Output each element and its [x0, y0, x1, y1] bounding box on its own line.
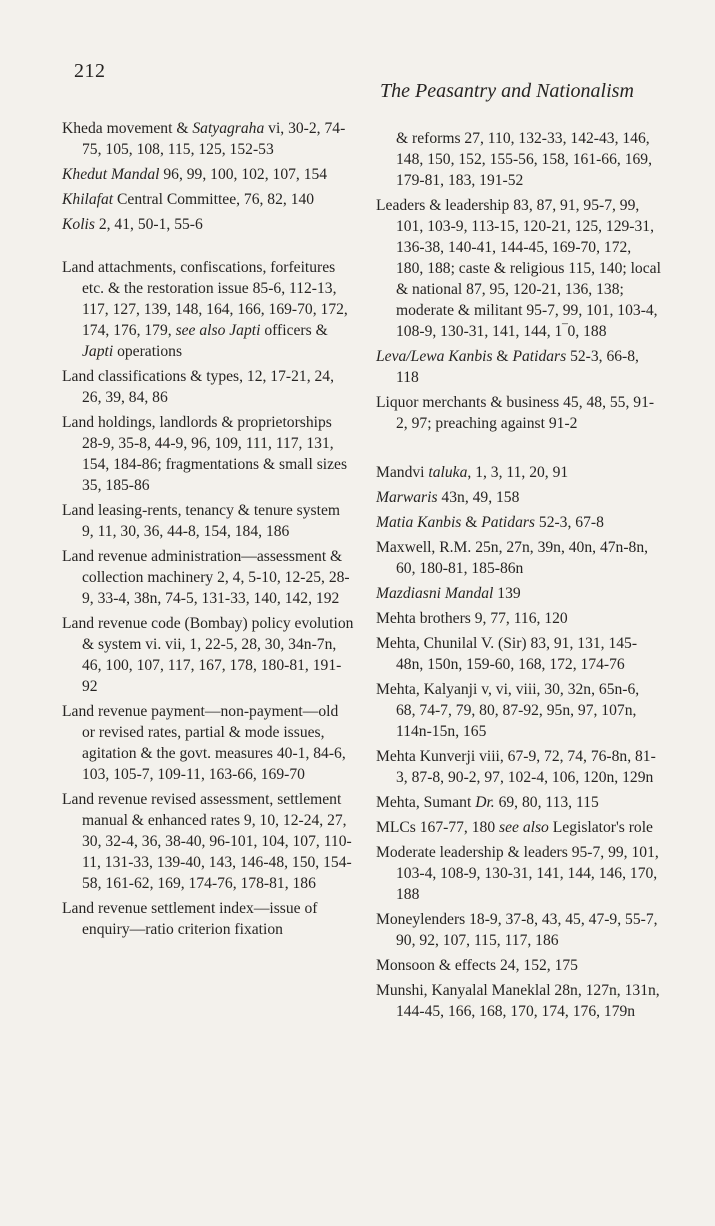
- index-entry-kheda: Kheda movement & Satyagraha vi, 30-2, 74-75, 105, 108, 115, 125, 152-53: [62, 120, 346, 158]
- index-entry-marwaris: Marwaris 43n, 49, 158: [376, 489, 520, 506]
- index-entry-continuation: & reforms 27, 110, 132-33, 142-43, 146, 148, 150, 152, 155-56, 158, 161-66, 169, 179-81, 183, 191-52: [396, 130, 652, 189]
- index-entry-khedut-mandal: Khedut Mandal 96, 99, 100, 102, 107, 154: [62, 166, 328, 183]
- index-entry-moderate-leadership: Moderate leadership & leaders 95-7, 99, 101, 103-4, 108-9, 130-31, 141, 144, 146, 170, 188: [376, 844, 659, 903]
- index-entry-mehta-sumant: Mehta, Sumant Dr. 69, 80, 113, 115: [376, 794, 599, 811]
- index-entry-mazdiasni-mandal: Mazdiasni Mandal 139: [376, 585, 521, 602]
- index-entry-monsoon: Monsoon & effects 24, 152, 175: [376, 957, 578, 974]
- index-entry-leaders: Leaders & leadership 83, 87, 91, 95-7, 99, 101, 103-9, 113-15, 120-21, 125, 129-31, 136-38, 140-41, 144-45, 169-70, 172, 180, 188; caste & religious 115, 140; local & national 87, 95, 120-21, 136, 138; moderate & militant 95-7, 99, 101, 103-4, 108-9, 130-31, 141, 144, 1‾0, 188: [376, 197, 661, 340]
- index-entry-munshi: Munshi, Kanyalal Maneklal 28n, 127n, 131n, 144-45, 166, 168, 170, 174, 176, 179n: [376, 982, 660, 1020]
- index-entry-mehta-kalyanji: Mehta, Kalyanji v, vi, viii, 30, 32n, 65n-6, 68, 74-7, 79, 80, 87-92, 95n, 97, 107n, 114n-15n, 165: [376, 681, 640, 740]
- index-entry-maxwell: Maxwell, R.M. 25n, 27n, 39n, 40n, 47n-8n, 60, 180-81, 185-86n: [376, 539, 649, 577]
- index-column-right: [376, 128, 662, 1026]
- index-entry-mehta-brothers: Mehta brothers 9, 77, 116, 120: [376, 610, 568, 627]
- index-entry-land-revenue-code: Land revenue code (Bombay) policy evolution & system vi. vii, 1, 22-5, 28, 30, 34n-7n, 46, 100, 107, 117, 167, 178, 180-81, 191-92: [62, 615, 354, 695]
- index-entry-land-attachments: Land attachments, confiscations, forfeitures etc. & the restoration issue 85-6, 112-13, 117, 127, 139, 148, 164, 166, 169-70, 172, 174, 176, 179, see also Japti officers & Japti operations: [62, 259, 348, 360]
- index-entry-land-holdings: Land holdings, landlords & proprietorships 28-9, 35-8, 44-9, 96, 109, 111, 117, 131, 154, 184-86; fragmentations & small sizes 35, 185-86: [62, 414, 348, 494]
- index-entry-land-revenue-administration: Land revenue administration—assessment & collection machinery 2, 4, 5-10, 12-25, 28-9, 33-4, 38n, 74-5, 131-33, 140, 142, 192: [62, 548, 350, 607]
- index-entry-kolis: Kolis 2, 41, 50-1, 55-6: [62, 216, 203, 233]
- index-entry-matia-kanbis: Matia Kanbis & Patidars 52-3, 67-8: [376, 514, 604, 531]
- index-entry-land-leasing: Land leasing-rents, tenancy & tenure system 9, 11, 30, 36, 44-8, 154, 184, 186: [62, 502, 340, 540]
- index-entry-land-revenue-revised: Land revenue revised assessment, settlement manual & enhanced rates 9, 10, 12-24, 27, 30, 32-4, 36, 38-40, 96-101, 104, 107, 110-11, 131-33, 139-40, 143, 146-48, 150, 154-58, 161-62, 169, 174-76, 178-81, 186: [62, 791, 352, 892]
- index-entry-land-classifications: Land classifications & types, 12, 17-21, 24, 26, 39, 84, 86: [62, 368, 334, 406]
- index-entry-liquor-merchants: Liquor merchants & business 45, 48, 55, 91-2, 97; preaching against 91-2: [376, 394, 655, 432]
- index-entry-leva-kanbis: Leva/Lewa Kanbis & Patidars 52-3, 66-8, 118: [376, 348, 639, 386]
- running-head: The Peasantry and Nationalism: [380, 80, 634, 102]
- index-entry-mehta-chunilal: Mehta, Chunilal V. (Sir) 83, 91, 131, 145-48n, 150n, 159-60, 168, 172, 174-76: [376, 635, 638, 673]
- index-entry-land-revenue-settlement: Land revenue settlement index—issue of enquiry—ratio criterion fixation: [62, 900, 318, 938]
- index-entry-land-revenue-payment: Land revenue payment—non-payment—old or revised rates, partial & mode issues, agitation & the govt. measures 40-1, 84-6, 103, 105-7, 109-11, 163-66, 169-70: [62, 703, 346, 783]
- index-entry-mlcs: MLCs 167-77, 180 see also Legislator's role: [376, 819, 653, 836]
- index-column-left: [62, 118, 354, 944]
- page-number: 212: [74, 60, 106, 82]
- index-entry-moneylenders: Moneylenders 18-9, 37-8, 43, 45, 47-9, 55-7, 90, 92, 107, 115, 117, 186: [376, 911, 658, 949]
- index-entry-khilafat: Khilafat Central Committee, 76, 82, 140: [62, 191, 315, 208]
- index-entry-mehta-kunverji: Mehta Kunverji viii, 67-9, 72, 74, 76-8n, 81-3, 87-8, 90-2, 97, 102-4, 106, 120n, 129n: [376, 748, 656, 786]
- index-entry-mandvi: Mandvi taluka, 1, 3, 11, 20, 91: [376, 464, 569, 481]
